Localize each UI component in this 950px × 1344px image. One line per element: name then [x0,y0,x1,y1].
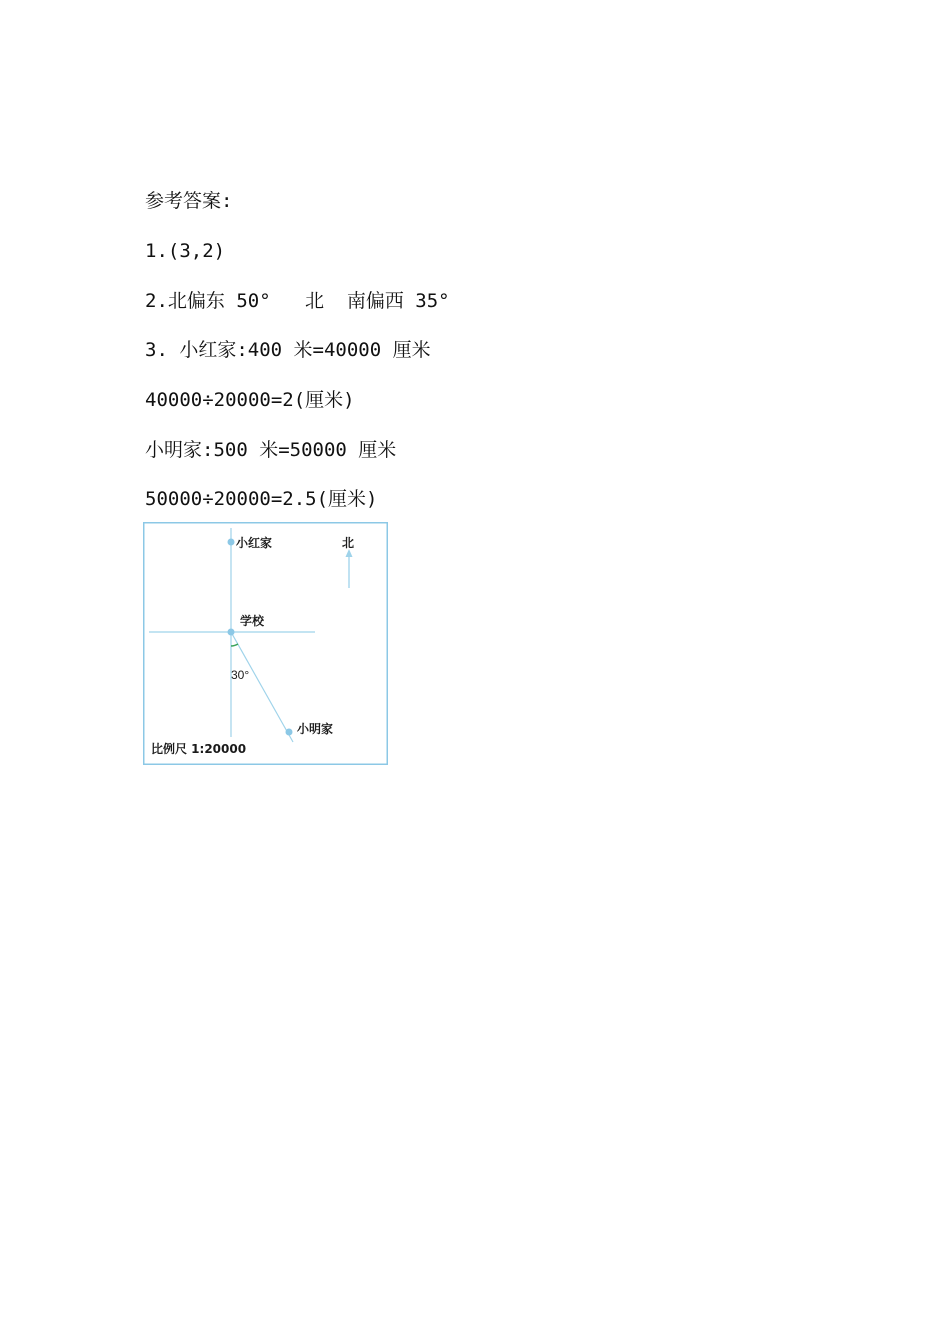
label-angle: 30° [231,668,250,682]
point-school [228,629,235,636]
label-scale: 比例尺 1:20000 [151,742,247,756]
label-xiaohong: 小红家 [236,536,273,550]
answer-line-2: 2.北偏东 50° 北 南偏西 35° [145,290,450,312]
answer-line-6: 50000÷20000=2.5(厘米) [145,488,378,510]
point-xiaoming [286,729,293,736]
answer-line-1: 1.(3,2) [145,240,226,262]
answer-line-4: 40000÷20000=2(厘米) [145,389,355,411]
answer-line-3: 3. 小红家:400 米=40000 厘米 [145,339,431,361]
label-school: 学校 [240,614,265,628]
point-xiaohong [228,539,235,546]
answer-heading: 参考答案: [145,190,233,212]
label-xiaoming: 小明家 [297,722,334,736]
label-north: 北 [342,536,355,550]
map-figure [143,522,388,765]
map-frame [144,523,388,765]
answer-line-5: 小明家:500 米=50000 厘米 [145,439,397,461]
map-svg [143,522,388,765]
